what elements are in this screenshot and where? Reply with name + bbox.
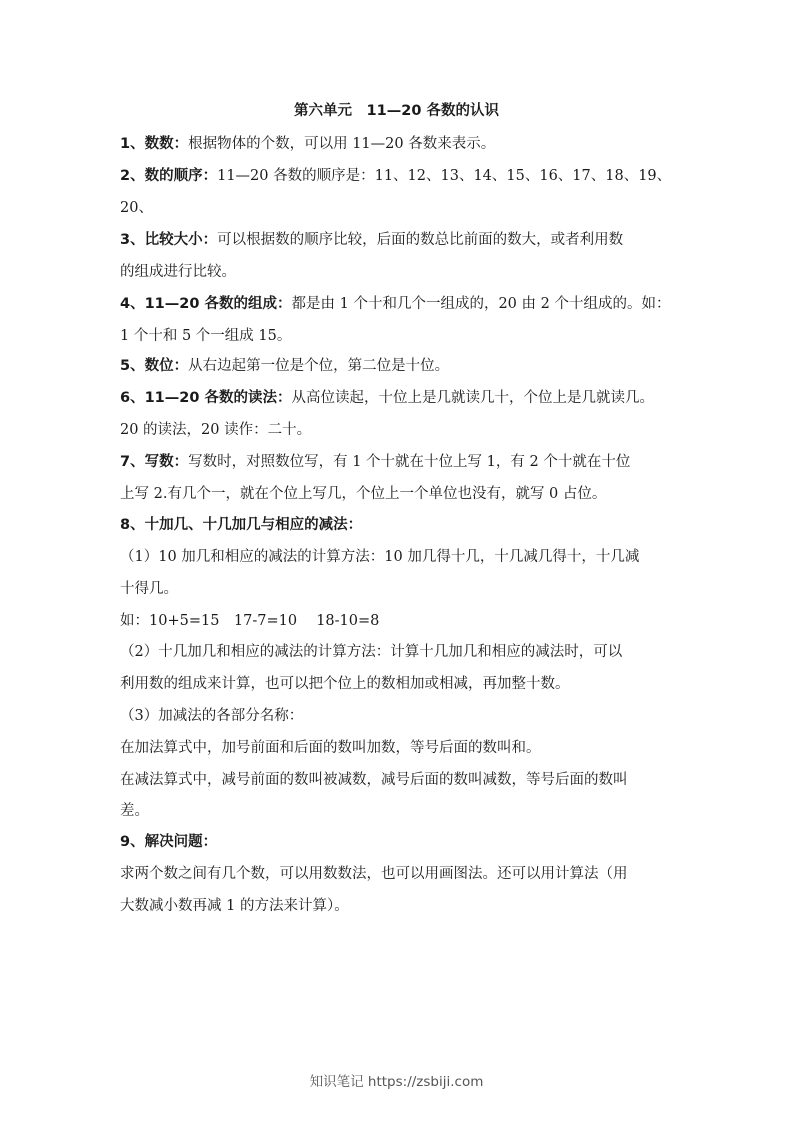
page-title: 第六单元 11—20 各数的认识 [294, 103, 499, 119]
section-9-line [120, 832, 680, 852]
section-7-line [120, 452, 680, 472]
section-3-cont: 的组成进行比较。 [120, 264, 236, 280]
section-1-text: 根据物体的个数，可以用 11—20 各数来表示。 [188, 136, 496, 152]
section-5-text: 从右边起第一位是个位，第二位是十位。 [188, 358, 450, 374]
section-8-cont-3: 如：10+5=15 17-7=10 18-10=8 [120, 613, 380, 629]
section-2-text: 11—20 各数的顺序是：11、12、13、14、15、16、17、18、19、 [217, 168, 672, 184]
section-4-line [120, 294, 680, 314]
section-3-text: 可以根据数的顺序比较，后面的数总比前面的数大，或者利用数 [217, 232, 624, 248]
section-1-heading: 1、数数： [120, 136, 189, 152]
section-2-heading: 2、数的顺序： [120, 168, 218, 184]
section-8-cont-5: 利用数的组成来计算，也可以把个位上的数相加或相减，再加整十数。 [120, 676, 570, 692]
section-7-heading: 7、写数： [120, 454, 189, 470]
section-9-heading: 9、解决问题： [120, 834, 218, 850]
section-8-cont-4: （2）十几加几和相应的减法的计算方法：计算十几加几和相应的减法时，可以 [120, 644, 623, 660]
section-6-text: 从高位读起，十位上是几就读几十，个位上是几就读几。 [291, 390, 654, 406]
section-9-cont-2: 大数减小数再减 1 的方法来计算）。 [120, 898, 349, 914]
section-8-heading: 8、十加几、十几加几与相应的减法： [120, 517, 363, 533]
section-6-cont: 20 的读法，20 读作：二十。 [120, 422, 312, 438]
section-4-cont: 1 个十和 5 个一组成 15。 [120, 328, 292, 344]
section-8-cont-2: 十得几。 [120, 581, 178, 597]
section-2-line [120, 166, 680, 186]
section-3-heading: 3、比较大小： [120, 232, 218, 248]
section-8-cont-1: （1）10 加几和相应的减法的计算方法：10 加几得十几，十几减几得十，十几减 [120, 549, 640, 565]
section-8-cont-8: 在减法算式中，减号前面的数叫被减数，减号后面的数叫减数，等号后面的数叫 [120, 772, 628, 788]
section-6-heading: 6、11—20 各数的读法： [120, 390, 292, 406]
section-8-cont-7: 在加法算式中，加号前面和后面的数叫加数，等号后面的数叫和。 [120, 740, 541, 756]
section-8-cont-6: （3）加减法的各部分名称： [120, 708, 304, 724]
footer-watermark: 知识笔记 https://zsbiji.com [309, 1074, 484, 1090]
section-5-heading: 5、数位： [120, 358, 189, 374]
section-7-text: 写数时，对照数位写，有 1 个十就在十位上写 1，有 2 个十就在十位 [188, 454, 631, 470]
section-1-line [120, 134, 680, 154]
section-7-cont: 上写 2.有几个一，就在个位上写几，个位上一个单位也没有，就写 0 占位。 [120, 486, 607, 502]
section-4-heading: 4、11—20 各数的组成： [120, 296, 292, 312]
section-6-line [120, 388, 680, 408]
section-3-line [120, 230, 680, 250]
section-2-cont: 20、 [120, 200, 153, 216]
section-4-text: 都是由 1 个十和几个一组成的，20 由 2 个十组成的。如： [291, 296, 671, 312]
section-5-line [120, 356, 680, 376]
section-9-cont-1: 求两个数之间有几个数，可以用数数法，也可以用画图法。还可以用计算法（用 [120, 866, 628, 882]
section-8-cont-9: 差。 [120, 803, 149, 819]
section-8-line [120, 515, 680, 535]
